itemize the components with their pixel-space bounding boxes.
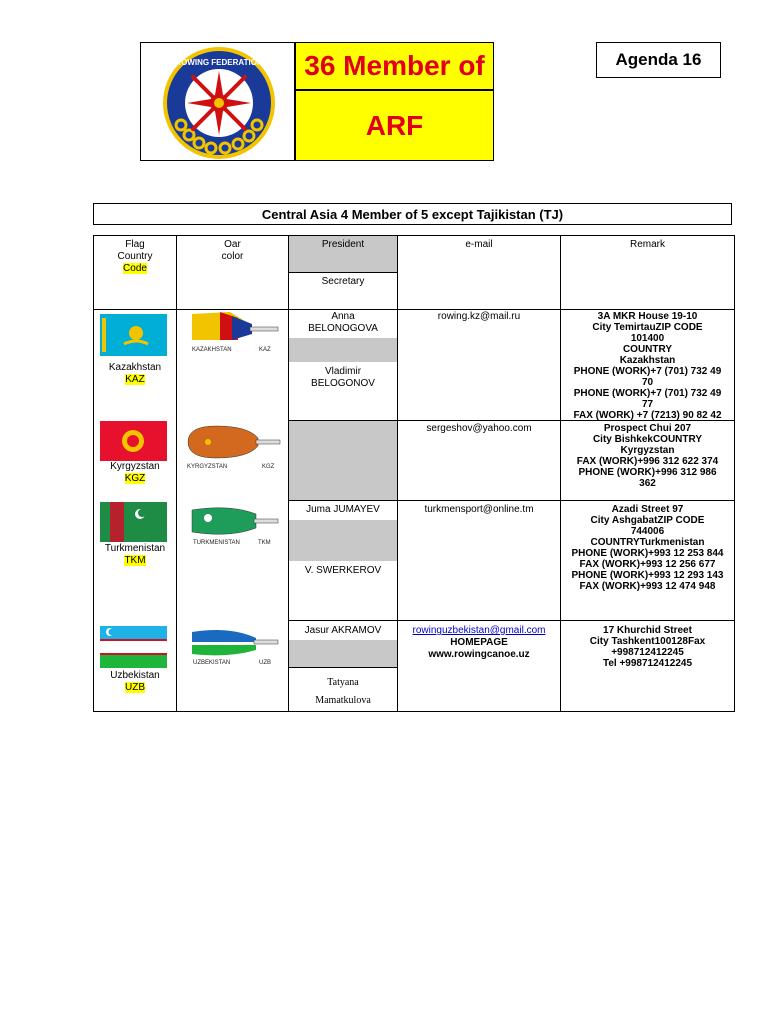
country-cell-kaz: Kazakhstan KAZ — [108, 362, 162, 385]
oar-country-label: TURKMENISTAN — [193, 540, 240, 546]
country-cell-tkm: Turkmenistan TKM — [104, 543, 166, 566]
email-link-uzb[interactable]: rowinguzbekistan@gmail.com — [412, 625, 546, 636]
turkmenistan-flag — [100, 502, 167, 542]
kazakhstan-oar — [190, 312, 280, 342]
email-tkm[interactable]: turkmensport@online.tm — [424, 504, 534, 515]
kyrgyzstan-flag — [100, 421, 167, 461]
page-title-line1: 36 Member of — [295, 42, 494, 90]
email-uzb: rowinguzbekistan@gmail.com HOMEPAGE www.rowingcanoe.uz — [412, 625, 546, 660]
shade-uzb — [289, 640, 397, 667]
row-divider — [94, 309, 734, 310]
remark-tkm: Azadi Street 97 City AshgabatZIP CODE 744006 COUNTRYTurkmenistan PHONE (WORK)+993 12 253 844 FAX (WORK)+993 12 256 677 PHONE (WORK)+993 12 293 143 FAX (WORK)+993 12 474 948 — [571, 504, 724, 592]
secretary-tkm: V. SWERKEROV — [304, 565, 382, 576]
oar-code-label: KAZ — [259, 347, 271, 353]
row-divider — [289, 272, 397, 273]
turkmenistan-oar — [190, 504, 280, 538]
region-title: Central Asia 4 Member of 5 except Tajikistan (TJ) — [93, 203, 732, 225]
remark-uzb: 17 Khurchid Street City Tashkent100128Fax +998712412245 Tel +998712412245 — [589, 625, 706, 669]
oar-country-label: UZBEKISTAN — [193, 660, 231, 666]
logo-frame — [140, 42, 295, 161]
svg-text:ROWING FEDERATION: ROWING FEDERATION — [175, 58, 263, 67]
remark-kgz: Prospect Chui 207 City BishkekCOUNTRY Kyrgyzstan FAX (WORK)+996 312 622 374 PHONE (WORK)+996 312 986 362 — [576, 423, 719, 489]
oar-country-label: KAZAKHSTAN — [192, 347, 232, 353]
kyrgyzstan-oar — [186, 424, 281, 460]
col-header-oar: Oar color — [221, 239, 244, 262]
uzbekistan-flag — [100, 626, 167, 668]
shade-tkm — [289, 520, 397, 561]
country-cell-uzb: Uzbekistan UZB — [110, 670, 160, 693]
oar-code-label: UZB — [259, 660, 271, 666]
col-header-president: President — [321, 239, 365, 250]
president-tkm: Juma JUMAYEV — [306, 504, 380, 515]
uzbekistan-oar — [190, 628, 280, 658]
secretary-uzb: Tatyana Mamatkulova — [315, 677, 371, 706]
col-header-secretary: Secretary — [321, 276, 365, 287]
president-uzb: Jasur AKRAMOV — [304, 625, 382, 636]
oar-country-label: KYRGYZSTAN — [187, 464, 228, 470]
secretary-kaz: Vladimir BELOGONOV — [311, 366, 375, 389]
kazakhstan-flag — [100, 314, 167, 356]
page-title-line2: ARF — [295, 90, 494, 161]
col-header-email: e-mail — [465, 239, 493, 250]
asian-rowing-federation-logo — [141, 43, 296, 162]
row-divider — [289, 500, 734, 501]
shade-kaz — [289, 338, 397, 362]
remark-kaz: 3A MKR House 19-10 City TemirtauZIP CODE 101400 COUNTRY Kazakhstan PHONE (WORK)+7 (701) 732 49 70 PHONE (WORK)+7 (701) 732 49 77 FAX (WORK) +7 (7213) 90 82 42 — [573, 311, 722, 421]
column-divider — [176, 235, 177, 712]
agenda-label: Agenda 16 — [596, 42, 721, 78]
oar-code-label: TKM — [258, 540, 271, 546]
col-header-remark: Remark — [629, 239, 665, 250]
row-divider — [289, 667, 397, 668]
row-divider — [289, 620, 734, 621]
oar-code-label: KGZ — [262, 464, 275, 470]
col-header-flag: Flag Country Code — [117, 239, 153, 274]
email-kgz[interactable]: sergeshov@yahoo.com — [426, 423, 532, 434]
country-cell-kgz: Kyrgyzstan KGZ — [110, 461, 160, 484]
shade-kgz — [289, 420, 397, 500]
president-kaz: Anna BELONOGOVA — [308, 311, 378, 334]
email-kaz[interactable]: rowing.kz@mail.ru — [437, 311, 521, 322]
